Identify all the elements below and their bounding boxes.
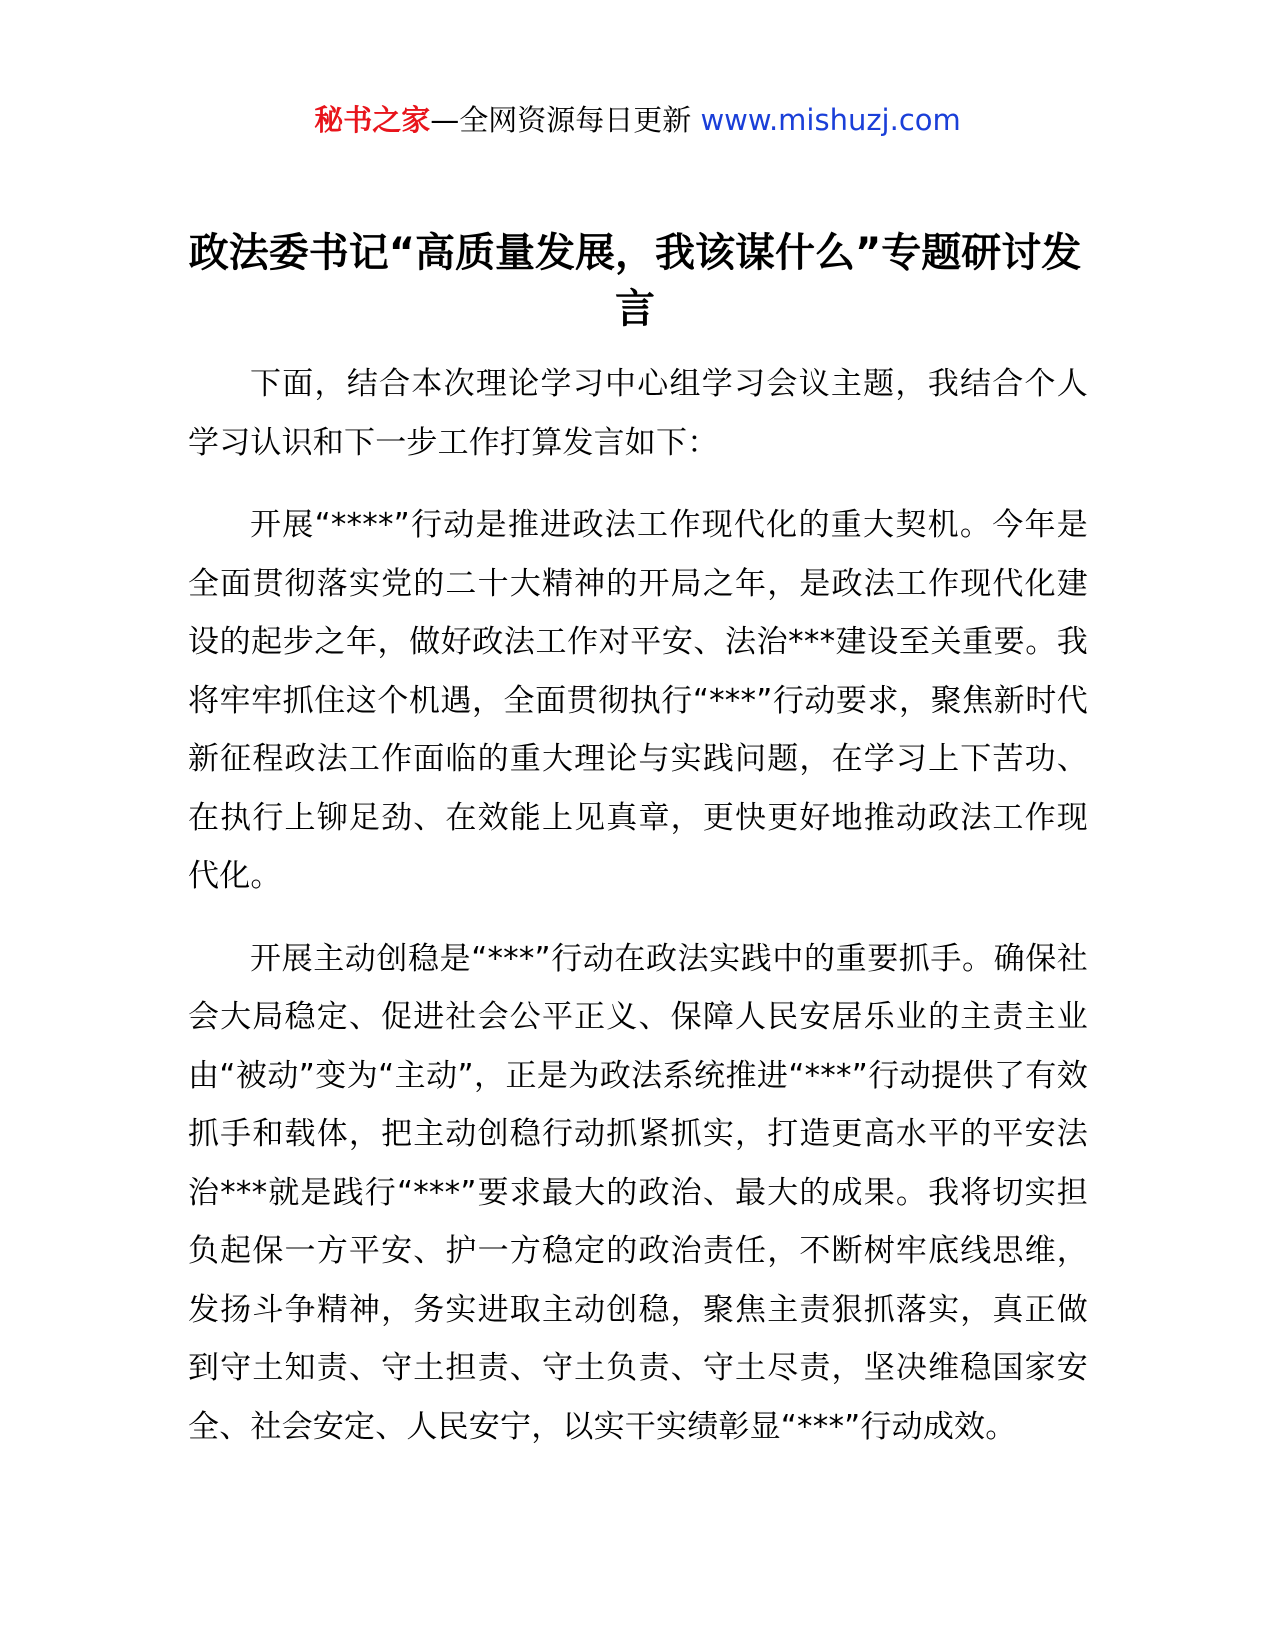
document-title: 政法委书记“高质量发展，我该谋什么”专题研讨发言 [188,230,1082,332]
paragraph-stability: 开展主动创稳是“***”行动在政法实践中的重要抓手。确保社会大局稳定、促进社会公平正义、保障人民安居乐业的主责主业由“被动”变为“主动”，正是为政法系统推进“***”行动提供了有效抓手和载体，把主动创稳行动抓紧抓实，打造更高水平的平安法治***就是践行“***”要求最大的政治、最大的成果。我将切实担负起保一方平安、护一方稳定的政治责任，不断树牢底线思维，发扬斗争精神，务实进取主动创稳，聚焦主责狠抓落实，真正做到守土知责、守土担责、守土负责、守土尽责，坚决维稳国家安全、社会安定、人民安宁，以实干实绩彰显“***”行动成效。 [188,940,1088,1445]
site-header [0,100,1275,140]
paragraph-intro: 下面，结合本次理论学习中心组学习会议主题，我结合个人学习认识和下一步工作打算发言如下： [188,366,1088,461]
website-url[interactable]: www.mishuzj.com [700,103,961,137]
document-body [188,355,1088,1480]
header-tagline: —全网资源每日更新 [430,103,701,137]
brand-name: 秘书之家 [314,103,431,137]
paragraph-opportunity: 开展“****”行动是推进政法工作现代化的重大契机。今年是全面贯彻落实党的二十大精神的开局之年，是政法工作现代化建设的起步之年，做好政法工作对平安、法治***建设至关重要。我将牢牢抓住这个机遇，全面贯彻执行“***”行动要求，聚焦新时代新征程政法工作面临的重大理论与实践问题，在学习上下苦功、在执行上铆足劲、在效能上见真章，更快更好地推动政法工作现代化。 [188,507,1088,894]
